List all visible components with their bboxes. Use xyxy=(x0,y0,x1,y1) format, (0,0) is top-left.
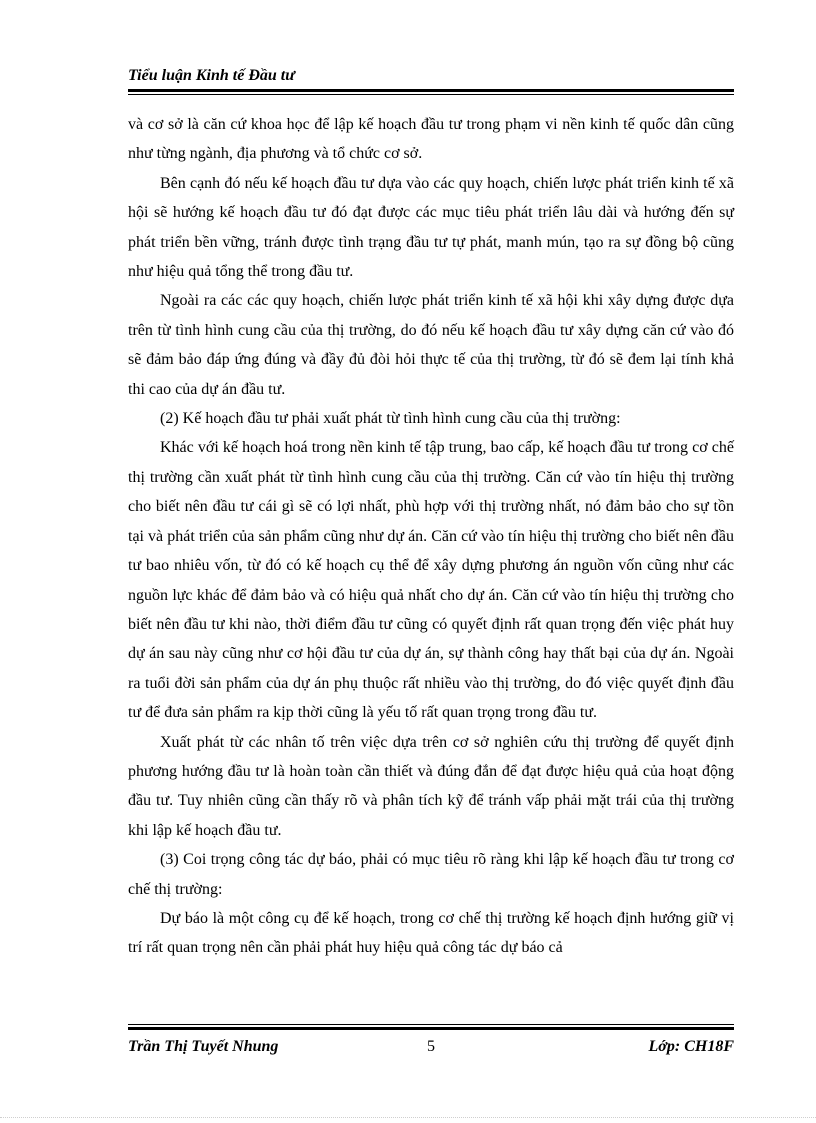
footer-row xyxy=(128,1036,734,1058)
header-rule-thick xyxy=(128,89,734,92)
body-text xyxy=(128,110,734,963)
footer-class-label: Lớp: CH18F xyxy=(648,1038,734,1055)
paragraph-5: Khác với kế hoạch hoá trong nền kinh tế tập trung, bao cấp, kế hoạch đầu tư trong cơ chế thị trường cần xuất phát từ tình hình cung cầu của thị trường. Căn cứ vào tín hiệu thị trường cho biết nên đầu tư cái gì sẽ có lợi nhất, phù hợp với thị trường nhất, nó đảm bảo cho sự tồn tại và phát triển của sản phẩm cũng như dự án. Căn cứ vào tín hiệu thị trường cho biết nên đầu tư bao nhiêu vốn, từ đó có kế hoạch cụ thể để xây dựng phương án nguồn vốn cũng như các nguồn lực khác để đảm bảo và có hiệu quả nhất cho dự án. Căn cứ vào tín hiệu thị trường cho biết nên đầu tư khi nào, thời điểm đầu tư cũng có quyết định rất quan trọng đến việc phát huy dự án sau này cũng như cơ hội đầu tư của dự án, sự thành công hay thất bại của dự án. Ngoài ra tuổi đời sản phẩm của dự án phụ thuộc rất nhiều vào thị trường, do đó việc quyết định đầu tư để đưa sản phẩm ra kịp thời cũng là yếu tố rất quan trọng trong đầu tư. xyxy=(128,439,734,722)
footer-author: Trần Thị Tuyết Nhung xyxy=(128,1038,279,1055)
page-header xyxy=(128,66,734,95)
page-number: 5 xyxy=(427,1038,435,1055)
header-title: Tiểu luận Kinh tế Đầu tư xyxy=(128,67,295,84)
paragraph-4-heading: (2) Kế hoạch đầu tư phải xuất phát từ tình hình cung cầu của thị trường: xyxy=(160,410,621,428)
page-footer xyxy=(128,1024,734,1058)
paragraph-7-heading: (3) Coi trọng công tác dự báo, phải có mục tiêu rõ ràng khi lập kế hoạch đầu tư trong cơ chế thị trường: xyxy=(128,851,734,898)
paragraph-6: Xuất phát từ các nhân tố trên việc dựa trên cơ sở nghiên cứu thị trường để quyết định phương hướng đầu tư là hoàn toàn cần thiết và đúng đắn để đạt được hiệu quả của hoạt động đầu tư. Tuy nhiên cũng cần thấy rõ và phân tích kỹ để tránh vấp phải mặt trái của thị trường khi lập kế hoạch đầu tư. xyxy=(128,733,734,839)
paragraph-3: Ngoài ra các các quy hoạch, chiến lược phát triển kinh tế xã hội khi xây dựng được dựa trên từ tình hình cung cầu của thị trường, do đó nếu kế hoạch đầu tư xây dựng căn cứ vào đó sẽ đảm bảo đáp ứng đúng và đầy đủ đòi hỏi thực tế của thị trường, từ đó sẽ đem lại tính khả thi cao của dự án đầu tư. xyxy=(128,292,734,398)
page-bottom-edge xyxy=(0,1117,816,1118)
paragraph-1: và cơ sở là căn cứ khoa học để lập kế hoạch đầu tư trong phạm vi nền kinh tế quốc dân cũng như từng ngành, địa phương và tổ chức cơ sở. xyxy=(128,116,734,163)
paragraph-2: Bên cạnh đó nếu kế hoạch đầu tư dựa vào các quy hoạch, chiến lược phát triển kinh tế xã hội sẽ hướng kế hoạch đầu tư đó đạt được các mục tiêu phát triển lâu dài và hướng đến sự phát triển bền vững, tránh được tình trạng đầu tư tự phát, manh mún, tạo ra sự đồng bộ cũng như hiệu quả tổng thể trong đầu tư. xyxy=(128,174,734,281)
header-rule-thin xyxy=(128,94,734,95)
footer-rule-thin xyxy=(128,1024,734,1025)
paragraph-8: Dự báo là một công cụ để kế hoạch, trong cơ chế thị trường kế hoạch định hướng giữ vị trí rất quan trọng nên cần phải phát huy hiệu quả công tác dự báo cả xyxy=(128,909,734,957)
footer-rule-thick xyxy=(128,1027,734,1030)
